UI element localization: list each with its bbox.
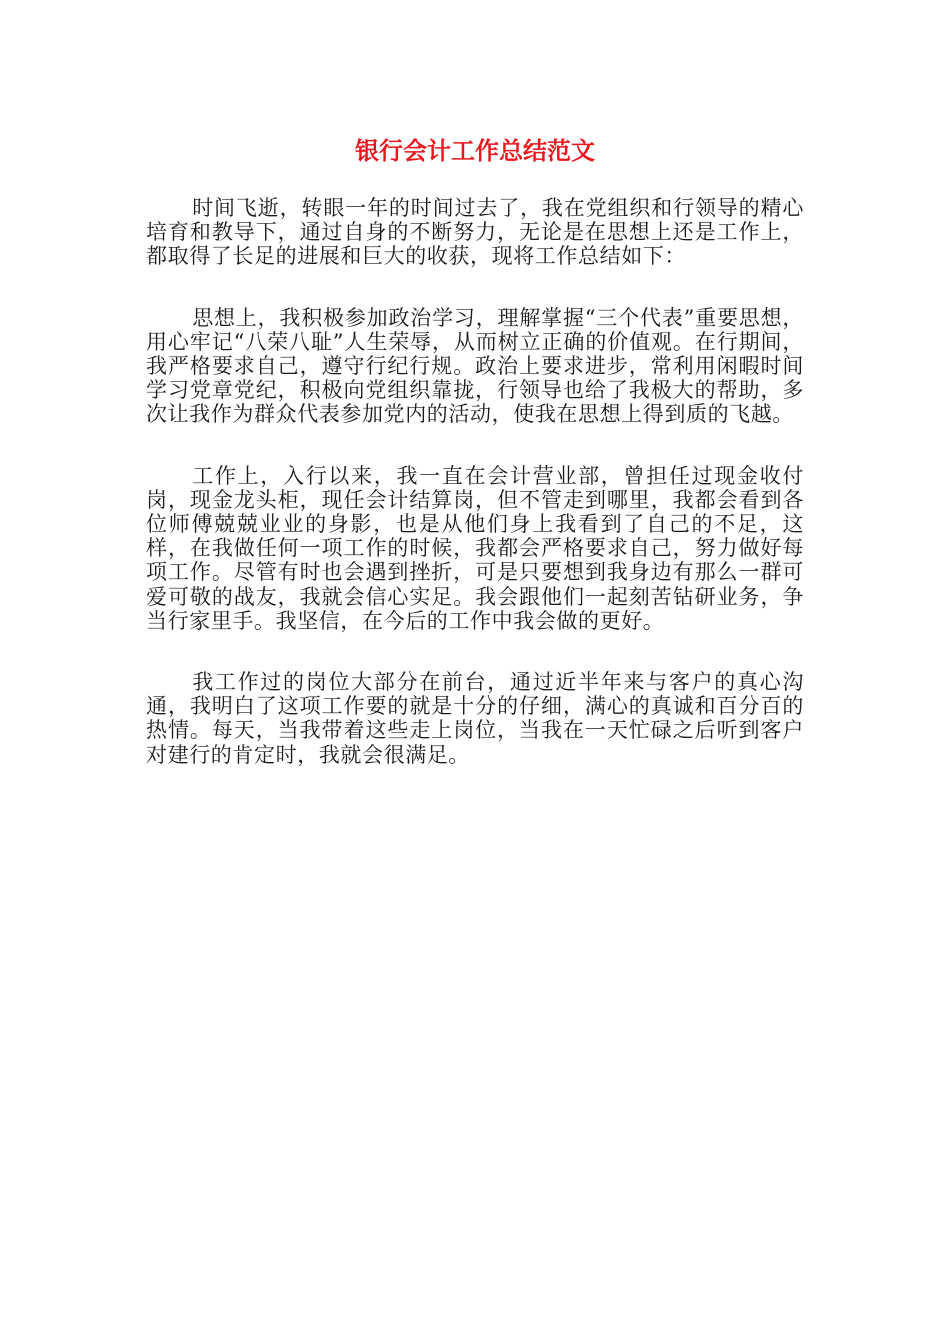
paragraph-ideology: 思想上，我积极参加政治学习，理解掌握“三个代表”重要思想，用心牢记“八荣八耻”人生荣辱，从而树立正确的价值观。在行期间，我严格要求自己，遵守行纪行规。政治上要求进步，常利用闲暇时间学习党章党纪，积极向党组织靠拢，行领导也给了我极大的帮助，多次让我作为群众代表参加党内的活动，使我在思想上得到质的飞越。 [146,305,804,427]
paragraph-frontdesk: 我工作过的岗位大部分在前台，通过近半年来与客户的真心沟通，我明白了这项工作要的就是十分的仔细，满心的真诚和百分百的热情。每天，当我带着这些走上岗位，当我在一天忙碌之后听到客户对建行的肯定时，我就会很满足。 [146,670,804,767]
document-title: 银行会计工作总结范文 [355,137,595,165]
paragraph-work: 工作上，入行以来，我一直在会计营业部，曾担任过现金收付岗，现金龙头柜，现任会计结算岗，但不管走到哪里，我都会看到各位师傅兢兢业业的身影，也是从他们身上我看到了自己的不足，这样，在我做任何一项工作的时候，我都会严格要求自己，努力做好每项工作。尽管有时也会遇到挫折，可是只要想到我身边有那么一群可爱可敬的战友，我就会信心实足。我会跟他们一起刻苦钻研业务，争当行家里手。我坚信，在今后的工作中我会做的更好。 [146,463,804,633]
paragraph-intro: 时间飞逝，转眼一年的时间过去了，我在党组织和行领导的精心培育和教导下，通过自身的不断努力，无论是在思想上还是工作上，都取得了长足的进展和巨大的收获，现将工作总结如下： [146,196,804,269]
document-body [146,196,804,804]
